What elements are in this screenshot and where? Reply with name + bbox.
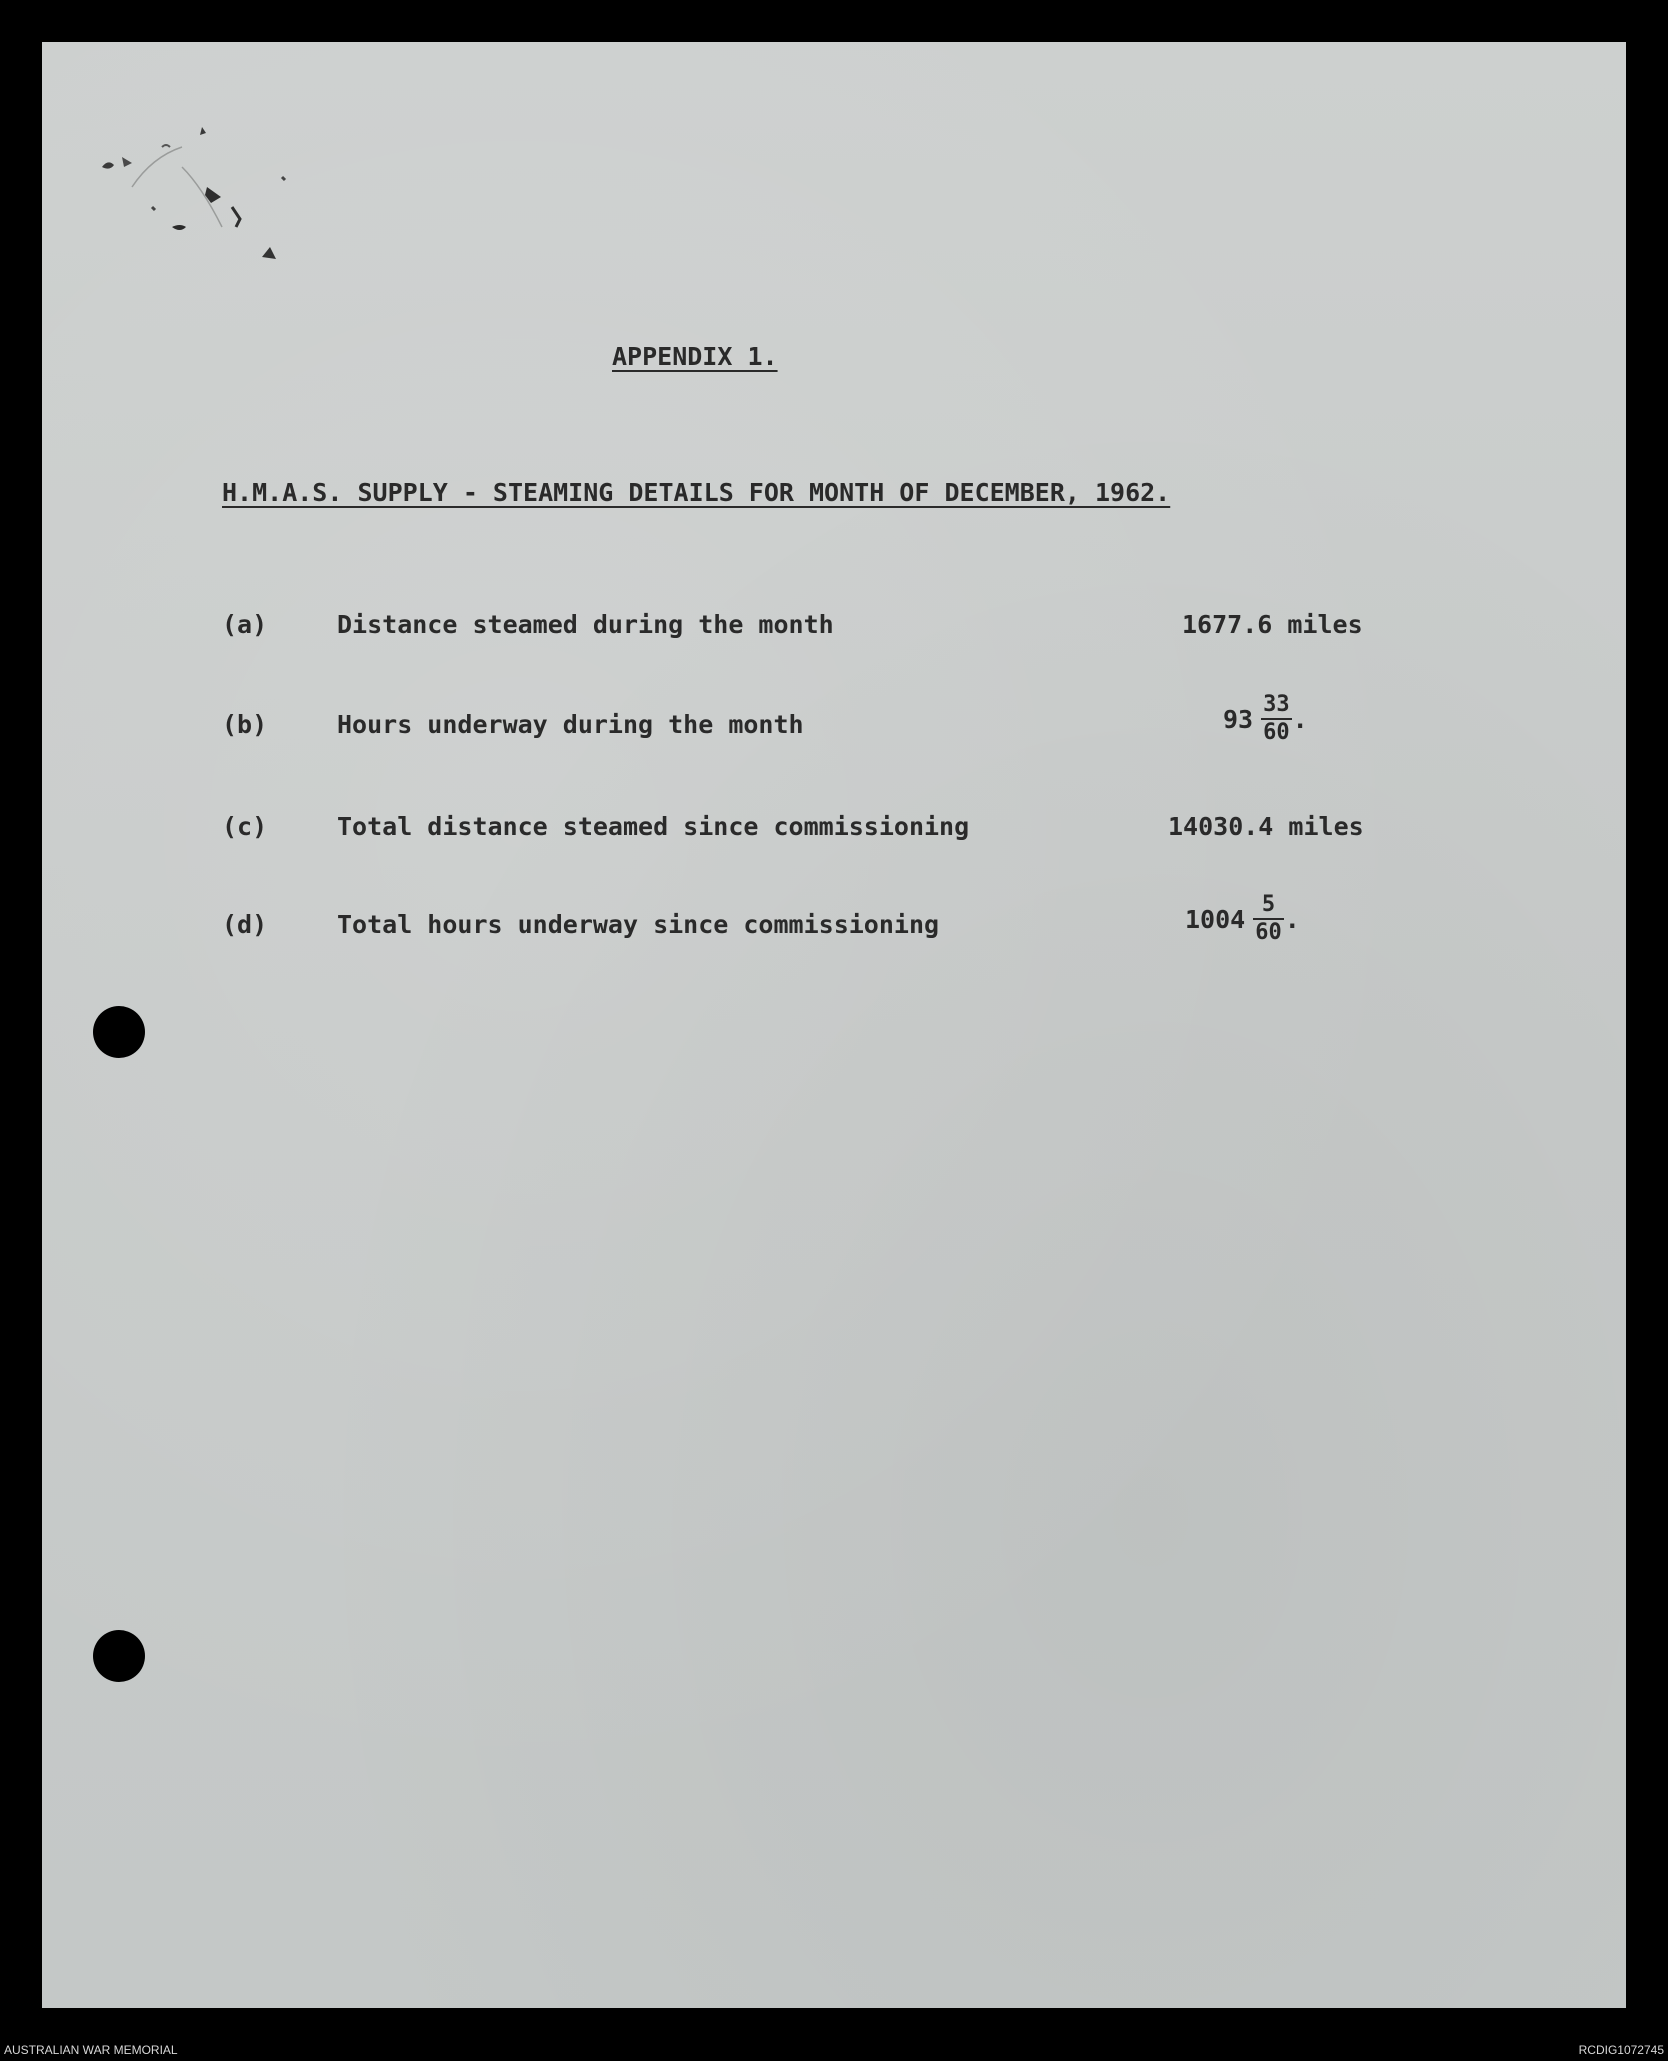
document-page	[42, 42, 1626, 2008]
item-description: Hours underway during the month	[337, 710, 804, 739]
document-heading: H.M.A.S. SUPPLY - STEAMING DETAILS FOR MONTH OF DECEMBER, 1962.	[222, 478, 1171, 507]
fraction-numerator: 33	[1261, 692, 1292, 720]
list-item	[222, 610, 1422, 670]
fraction-denominator: 60	[1255, 920, 1282, 945]
value-suffix: .	[1284, 904, 1300, 934]
item-value-fraction	[1223, 692, 1308, 746]
fraction-denominator: 60	[1263, 720, 1290, 745]
list-item	[222, 892, 1422, 970]
fraction	[1253, 892, 1284, 946]
value-whole: 1004	[1185, 904, 1246, 934]
appendix-title: APPENDIX 1.	[612, 342, 778, 371]
punch-hole-upper	[93, 1006, 145, 1058]
item-value: 14030.4 miles	[1168, 812, 1364, 841]
value-whole: 93	[1223, 704, 1254, 734]
list-item	[222, 812, 1422, 872]
punch-hole-lower	[93, 1630, 145, 1682]
value-suffix: .	[1292, 704, 1308, 734]
paper-damage-marks	[62, 67, 322, 267]
item-label: (b)	[222, 710, 268, 739]
item-label: (a)	[222, 610, 268, 639]
item-description: Distance steamed during the month	[337, 610, 834, 639]
item-value: 1677.6 miles	[1182, 610, 1363, 639]
fraction-numerator: 5	[1253, 892, 1284, 920]
item-description: Total distance steamed since commissioning	[337, 812, 970, 841]
fraction	[1261, 692, 1292, 746]
item-description: Total hours underway since commissioning	[337, 910, 940, 939]
footer-record-id: RCDIG1072745	[1578, 2043, 1664, 2057]
item-label: (d)	[222, 910, 268, 939]
list-item	[222, 692, 1422, 770]
item-label: (c)	[222, 812, 268, 841]
footer-source-label: AUSTRALIAN WAR MEMORIAL	[4, 2043, 178, 2057]
item-value-fraction	[1185, 892, 1300, 946]
